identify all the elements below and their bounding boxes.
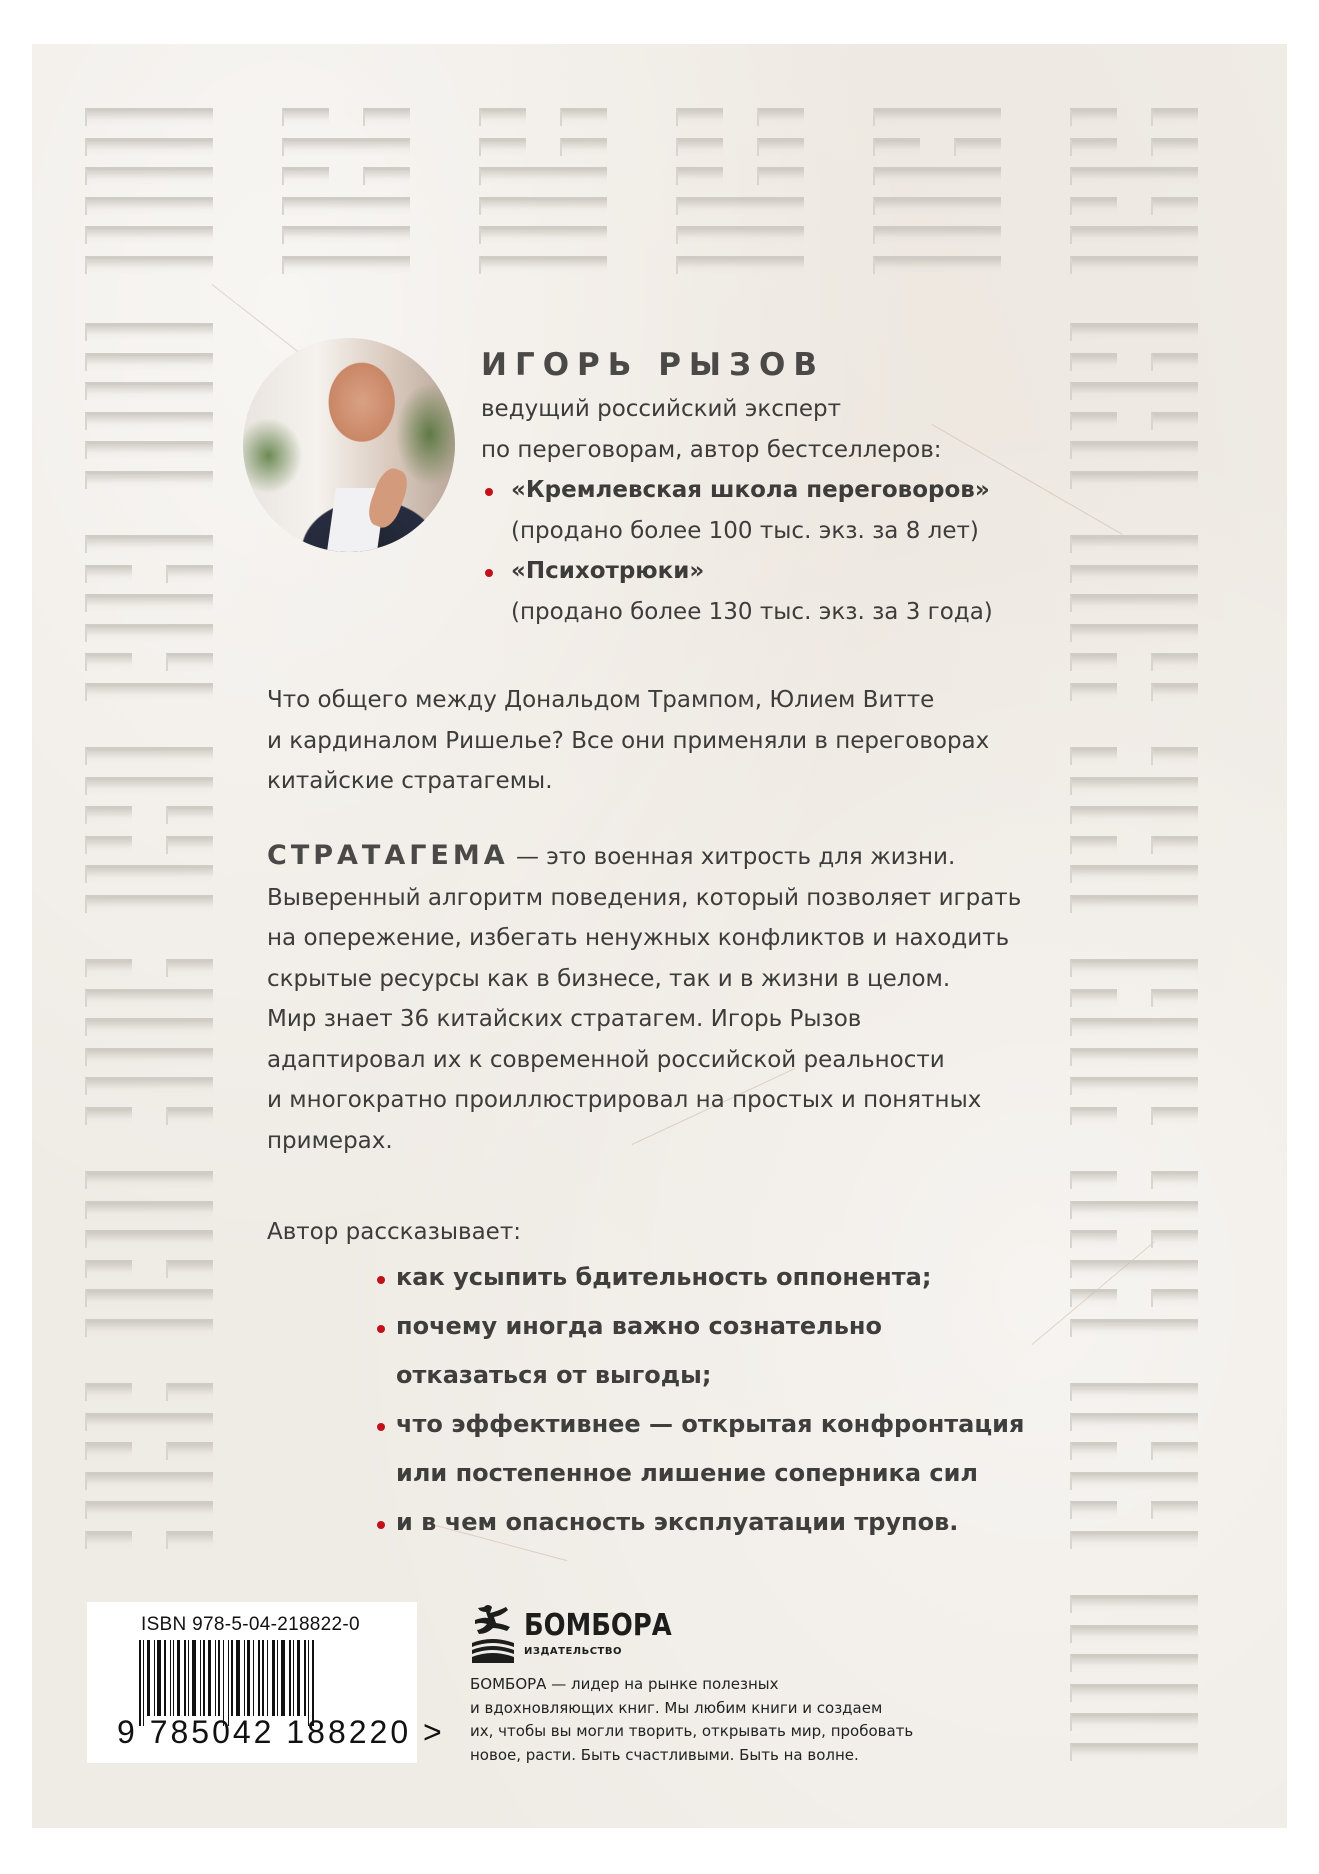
topic-item-continued: отказаться от выгоды; (396, 1361, 712, 1389)
isbn-label: ISBN 978-5-04-218822-0 (141, 1614, 360, 1635)
topic-item: как усыпить бдительность оппонента; (377, 1253, 1024, 1302)
intro-paragraph (267, 680, 1027, 802)
definition-line: примерах. (267, 1127, 393, 1154)
topic-item-continued: или постепенное лишение соперника сил (396, 1459, 978, 1487)
bombora-surfer-icon (470, 1603, 516, 1665)
bullet-icon (377, 1325, 385, 1333)
definition-line: Выверенный алгоритм поведения, который позволяет играть (267, 884, 1022, 911)
definition-first-line: СТРАТАГЕМА — это военная хитрость для жизни. (267, 840, 956, 871)
bestseller-sales: (продано более 100 тыс. экз. за 8 лет) (511, 517, 979, 544)
bullet-icon (485, 569, 493, 577)
bestseller-sales: (продано более 130 тыс. экз. за 3 года) (511, 598, 993, 625)
publisher-line: новое, расти. Быть счастливыми. Быть на волне. (470, 1745, 859, 1764)
definition-line: адаптировал их к современной российской реальности (267, 1046, 945, 1073)
bullet-icon (377, 1521, 385, 1529)
bullet-icon (377, 1276, 385, 1284)
definition-line: и многократно проиллюстрировал на простых и понятных (267, 1087, 982, 1113)
topic-item: и в чем опасность эксплуатации трупов. (377, 1498, 1024, 1547)
definition-line: скрытые ресурсы как в бизнесе, так и в жизни в целом. (267, 965, 951, 992)
author-bio-line: ведущий российский эксперт (481, 396, 842, 422)
topic-item: почему иногда важно сознательно (377, 1302, 1024, 1351)
hand-on-chin (364, 465, 413, 532)
barcode-digits: 9 785042 188220 > (117, 1714, 445, 1750)
publisher-line: и вдохновляющих книг. Мы любим книги и создаем (470, 1698, 883, 1717)
bullet-icon (485, 488, 493, 496)
definition-term: СТРАТАГЕМА (267, 840, 509, 871)
intro-line: Что общего между Дональдом Трампом, Юлием Витте (267, 687, 935, 713)
topic-item: что эффективнее — открытая конфронтация (377, 1400, 1024, 1449)
publisher-line: БОМБОРА — лидер на рынке полезных (470, 1675, 779, 1693)
definition-paragraph (267, 836, 1027, 1161)
author-photo (243, 338, 455, 552)
author-bio-line: по переговорам, автор бестселлеров: (481, 436, 942, 463)
definition-line: Мир знает 36 китайских стратагем. Игорь Рызов (267, 1006, 862, 1032)
isbn-barcode-box (87, 1602, 445, 1763)
bullet-icon (377, 1423, 385, 1431)
publisher-subtitle: ИЗДАТЕЛЬСТВО (524, 1646, 622, 1657)
author-name: ИГОРЬ РЫЗОВ (481, 347, 826, 383)
intro-line: и кардиналом Ришелье? Все они применяли в переговорах (267, 727, 990, 754)
publisher-line: их, чтобы вы могли творить, открывать мир, пробовать (470, 1722, 914, 1740)
publisher-name: БОМБОРА (524, 1608, 672, 1643)
intro-line: китайские стратагемы. (267, 768, 553, 794)
topics-lead: Автор рассказывает: (267, 1219, 521, 1245)
bestseller-title: «Психотрюки» (481, 551, 993, 592)
author-bio (481, 389, 993, 632)
publisher-description (470, 1673, 913, 1767)
definition-line: на опережение, избегать ненужных конфликтов и находить (267, 925, 1010, 951)
bestseller-title: «Кремлевская школа переговоров» (481, 470, 993, 511)
topics-list (377, 1253, 1024, 1547)
publisher-logo (470, 1603, 670, 1673)
